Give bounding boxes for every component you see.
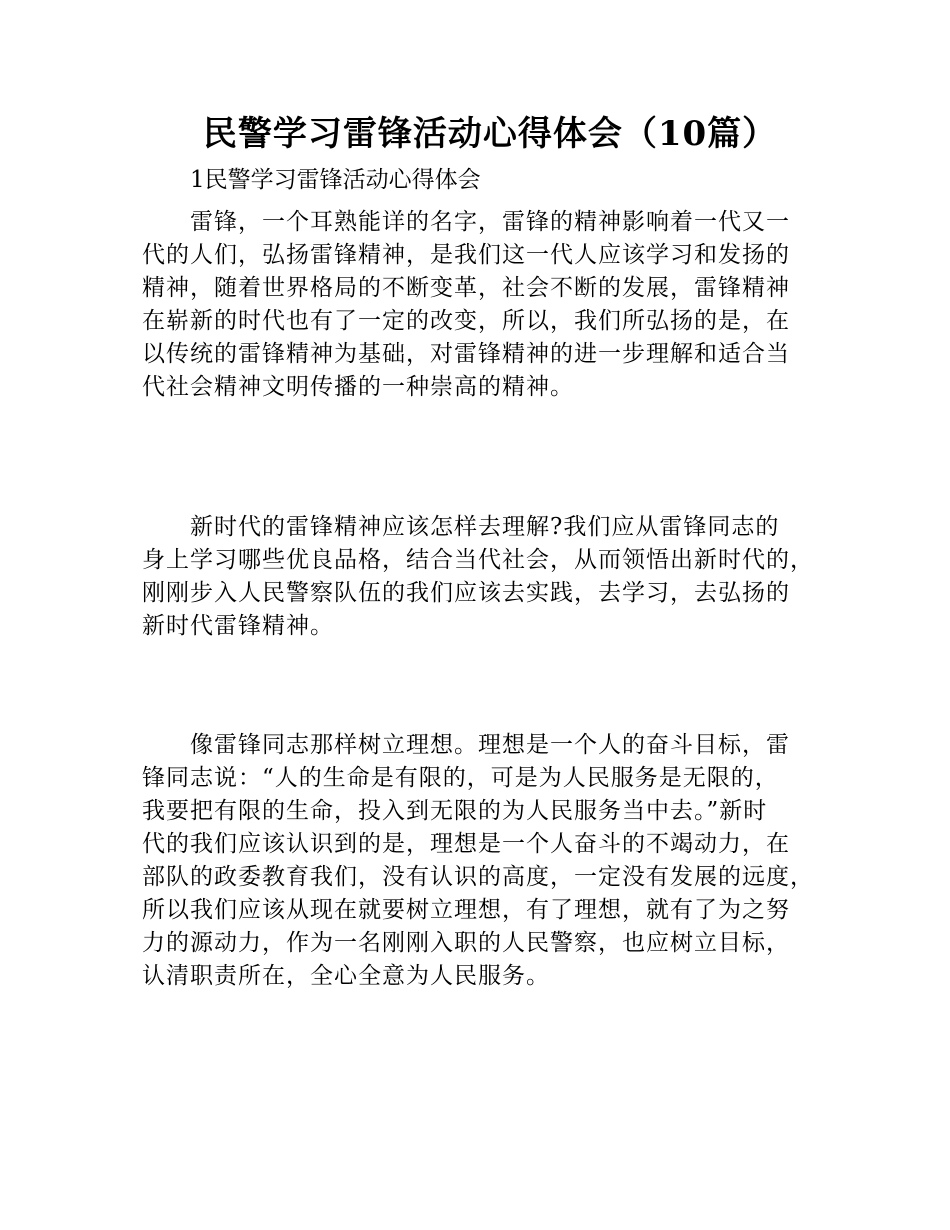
- paragraph-line: 雷锋，一个耳熟能详的名字，雷锋的精神影响着一代又一: [190, 209, 790, 235]
- document-title: 民警学习雷锋活动心得体会（10篇）: [202, 114, 778, 154]
- paragraph-line: 代社会精神文明传播的一种崇高的精神。: [142, 374, 574, 400]
- paragraph-line: 身上学习哪些优良品格，结合当代社会，从而领悟出新时代的，: [142, 547, 814, 573]
- paragraph-line: 认清职责所在，全心全意为人民服务。: [142, 963, 550, 989]
- paragraph-line: 刚刚步入人民警察队伍的我们应该去实践，去学习，去弘扬的: [142, 580, 790, 606]
- section-heading: 1民警学习雷锋活动心得体会: [190, 167, 481, 193]
- paragraph-3: [142, 729, 832, 993]
- paragraph-line: 精神，随着世界格局的不断变革，社会不断的发展，雷锋精神: [142, 275, 790, 301]
- paragraph-2: [142, 511, 832, 643]
- paragraph-line: 新时代雷锋精神。: [142, 613, 334, 639]
- paragraph-line: 部队的政委教育我们，没有认识的高度，一定没有发展的远度，: [142, 864, 814, 890]
- paragraph-line: 我要把有限的生命，投入到无限的为人民服务当中去。”新时: [142, 798, 768, 824]
- paragraph-line: 以传统的雷锋精神为基础，对雷锋精神的进一步理解和适合当: [142, 341, 790, 367]
- paragraph-line: 在崭新的时代也有了一定的改变，所以，我们所弘扬的是，在: [142, 308, 790, 334]
- paragraph-line: 力的源动力，作为一名刚刚入职的人民警察，也应树立目标，: [142, 930, 790, 956]
- paragraph-1: [142, 206, 832, 404]
- paragraph-line: 新时代的雷锋精神应该怎样去理解?我们应从雷锋同志的: [190, 514, 780, 540]
- paragraph-line: 像雷锋同志那样树立理想。理想是一个人的奋斗目标，雷: [190, 732, 790, 758]
- paragraph-line: 锋同志说：“人的生命是有限的，可是为人民服务是无限的，: [142, 765, 779, 791]
- paragraph-line: 代的人们，弘扬雷锋精神，是我们这一代人应该学习和发扬的: [142, 242, 790, 268]
- paragraph-line: 所以我们应该从现在就要树立理想，有了理想，就有了为之努: [142, 897, 790, 923]
- paragraph-line: 代的我们应该认识到的是，理想是一个人奋斗的不竭动力，在: [142, 831, 790, 857]
